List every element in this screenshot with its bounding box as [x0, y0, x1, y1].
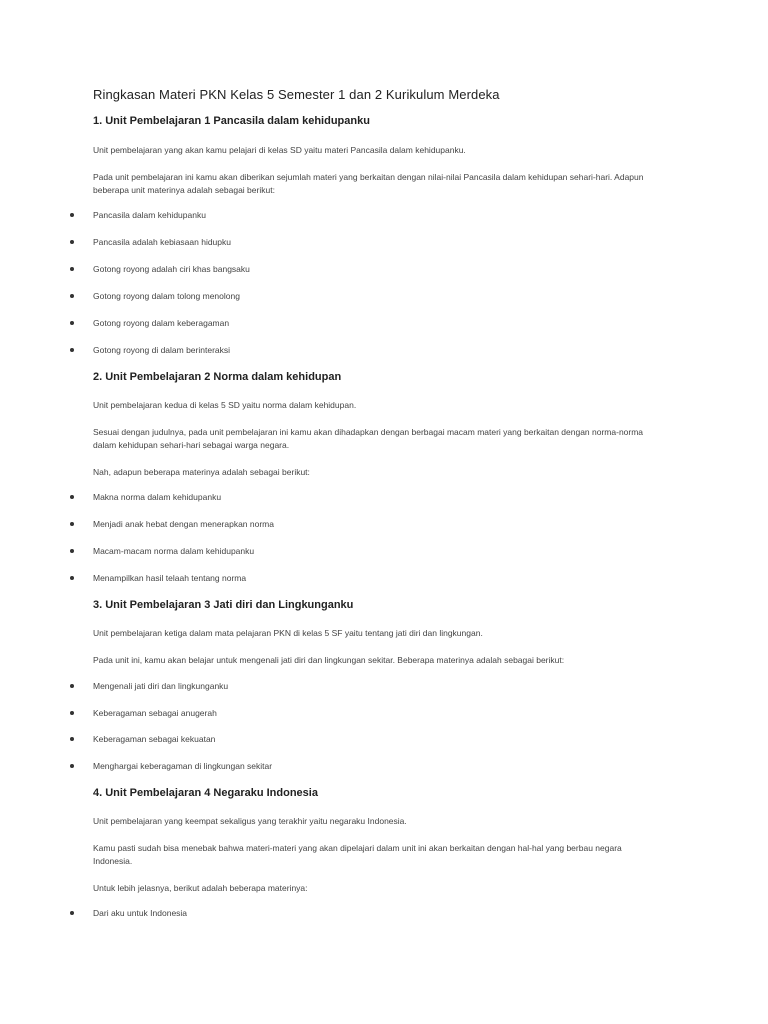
list-item: [0, 681, 768, 695]
page-title: Ringkasan Materi PKN Kelas 5 Semester 1 dan 2 Kurikulum Merdeka: [93, 87, 500, 102]
paragraph: Pada unit ini, kamu akan belajar untuk mengenali jati diri dan lingkungan sekitar. Beberapa materinya adalah sebagai berikut:: [93, 655, 565, 665]
paragraph: Pada unit pembelajaran ini kamu akan diberikan sejumlah materi yang berkaitan dengan nilai-nilai Pancasila dalam kehidupan sehari-hari. Adapun beberapa unit materinya adalah sebagai berikut:: [93, 172, 644, 195]
section-heading-unit-1: 1. Unit Pembelajaran 1 Pancasila dalam kehidupanku: [93, 115, 370, 127]
paragraph: Sesuai dengan judulnya, pada unit pembelajaran ini kamu akan dihadapkan dengan berbagai macam materi yang berkaitan dengan norma-norma dalam kehidupan sehari-hari sebagai warga negara.: [93, 427, 644, 450]
list-item-text: Menghargai keberagaman di lingkungan sekitar: [93, 761, 273, 771]
bullet-icon: [70, 213, 74, 217]
list-item-text: Mengenali jati diri dan lingkunganku: [93, 681, 229, 691]
list-item-text: Gotong royong adalah ciri khas bangsaku: [93, 264, 250, 274]
list-item-text: Gotong royong dalam tolong menolong: [93, 291, 240, 301]
paragraph: Untuk lebih jelasnya, berikut adalah beberapa materinya:: [93, 883, 308, 893]
list-item: [0, 708, 768, 722]
list-item-text: Gotong royong dalam keberagaman: [93, 318, 230, 328]
list-item-text: Gotong royong di dalam berinteraksi: [93, 345, 231, 355]
bullet-icon: [70, 321, 74, 325]
list-item-text: Macam-macam norma dalam kehidupanku: [93, 546, 255, 556]
list-item: [0, 237, 768, 251]
list-item-text: Pancasila adalah kebiasaan hidupku: [93, 237, 231, 247]
paragraph: Kamu pasti sudah bisa menebak bahwa materi-materi yang akan dipelajari dalam unit ini akan berkaitan dengan hal-hal yang berbau negara Indonesia.: [93, 843, 622, 866]
paragraph: Unit pembelajaran yang akan kamu pelajari di kelas SD yaitu materi Pancasila dalam kehidupanku.: [93, 145, 466, 155]
list-item: [0, 345, 768, 359]
bullet-icon: [70, 267, 74, 271]
list-item: [0, 734, 768, 748]
list-item: [0, 546, 768, 560]
bullet-icon: [70, 764, 74, 768]
list-item-text: Dari aku untuk Indonesia: [93, 908, 188, 918]
list-item: [0, 318, 768, 332]
list-item: [0, 519, 768, 533]
bullet-icon: [70, 684, 74, 688]
paragraph: Unit pembelajaran yang keempat sekaligus yang terakhir yaitu negaraku Indonesia.: [93, 816, 407, 826]
list-item: [0, 264, 768, 278]
paragraph: Nah, adapun beberapa materinya adalah sebagai berikut:: [93, 467, 310, 477]
paragraph: Unit pembelajaran ketiga dalam mata pelajaran PKN di kelas 5 SF yaitu tentang jati diri dan lingkungan.: [93, 628, 483, 638]
list-item: [0, 908, 768, 922]
bullet-icon: [70, 711, 74, 715]
bullet-icon: [70, 522, 74, 526]
bullet-icon: [70, 576, 74, 580]
list-item-text: Makna norma dalam kehidupanku: [93, 492, 222, 502]
section-heading-unit-2: 2. Unit Pembelajaran 2 Norma dalam kehidupan: [93, 371, 342, 383]
bullet-icon: [70, 911, 74, 915]
bullet-icon: [70, 737, 74, 741]
bullet-icon: [70, 240, 74, 244]
bullet-icon: [70, 495, 74, 499]
list-item-text: Keberagaman sebagai kekuatan: [93, 734, 216, 744]
list-item: [0, 291, 768, 305]
list-item: [0, 492, 768, 506]
paragraph: Unit pembelajaran kedua di kelas 5 SD yaitu norma dalam kehidupan.: [93, 400, 357, 410]
section-heading-unit-3: 3. Unit Pembelajaran 3 Jati diri dan Lingkunganku: [93, 599, 354, 611]
list-item-text: Menampilkan hasil telaah tentang norma: [93, 573, 247, 583]
bullet-icon: [70, 549, 74, 553]
bullet-icon: [70, 348, 74, 352]
bullet-icon: [70, 294, 74, 298]
list-item: [0, 761, 768, 775]
list-item: [0, 573, 768, 587]
list-item-text: Menjadi anak hebat dengan menerapkan norma: [93, 519, 274, 529]
list-item-text: Pancasila dalam kehidupanku: [93, 210, 206, 220]
list-item: [0, 210, 768, 224]
section-heading-unit-4: 4. Unit Pembelajaran 4 Negaraku Indonesia: [93, 787, 318, 799]
list-item-text: Keberagaman sebagai anugerah: [93, 708, 217, 718]
